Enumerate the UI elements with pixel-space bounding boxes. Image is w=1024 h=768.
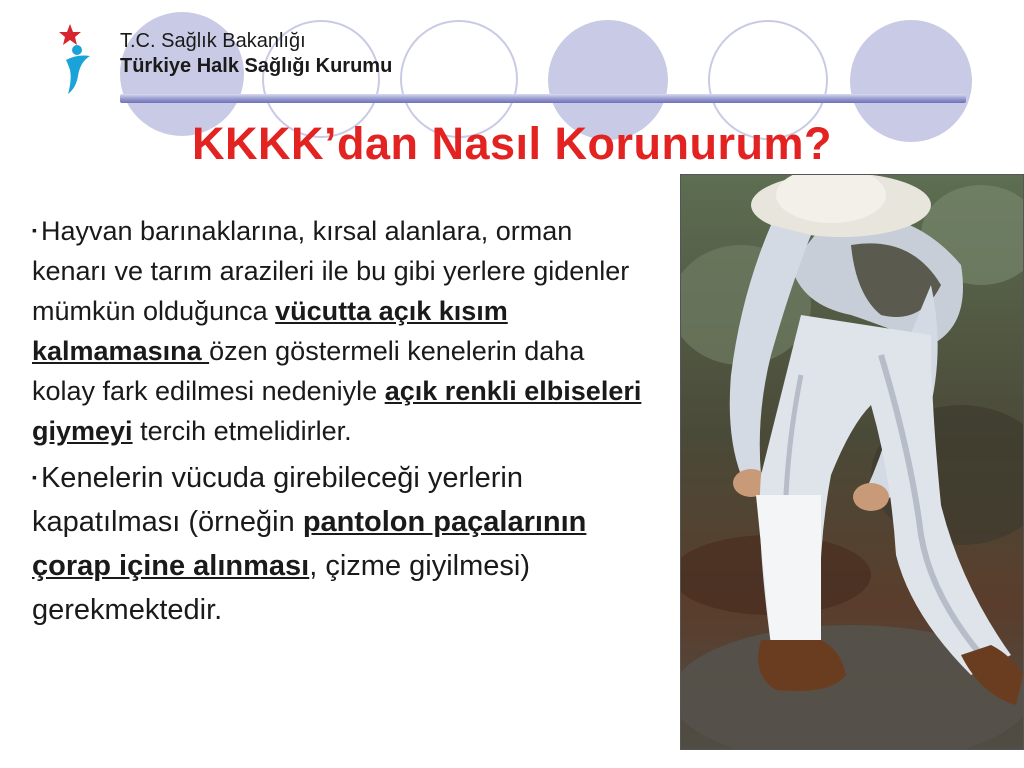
ministry-logo-icon xyxy=(30,20,114,106)
p1-text2: özen göstermeli kenelerin daha kolay fark edilmesi nedeniyle xyxy=(32,336,585,406)
p1-text1: Hayvan barınaklarına, kırsal alanlara, orman kenarı ve tarım arazileri ile bu gibi yerlere gidenler mümkün olduğunca xyxy=(32,216,630,326)
p2-emphasis-1: pantolon paçalarının çorap içine alınması xyxy=(32,506,587,582)
slide-body xyxy=(32,210,644,632)
p2-text2: , çizme giyilmesi) gerekmektedir. xyxy=(32,550,530,626)
slide-title: KKKK’dan Nasıl Korunurum? xyxy=(191,118,833,169)
institute-name: Türkiye Halk Sağlığı Kurumu xyxy=(120,55,393,77)
ministry-name: T.C. Sağlık Bakanlığı xyxy=(120,30,306,52)
bullet-icon: ▪ xyxy=(32,469,37,485)
p1-text3: tercih etmelidirler. xyxy=(132,416,352,446)
photo-tucking-trousers-into-socks xyxy=(680,174,1024,750)
bullet-icon: ▪ xyxy=(32,222,37,238)
p1-emphasis-2: açık renkli elbiseleri giymeyi xyxy=(32,376,642,446)
p1-emphasis-1: vücutta açık kısım kalmamasına xyxy=(32,296,508,366)
paragraph-1 xyxy=(32,210,644,451)
header-divider xyxy=(120,94,966,103)
header xyxy=(120,30,392,78)
p2-text1: Kenelerin vücuda girebileceği yerlerin kapatılması (örneğin xyxy=(32,462,523,538)
paragraph-2 xyxy=(32,455,644,632)
